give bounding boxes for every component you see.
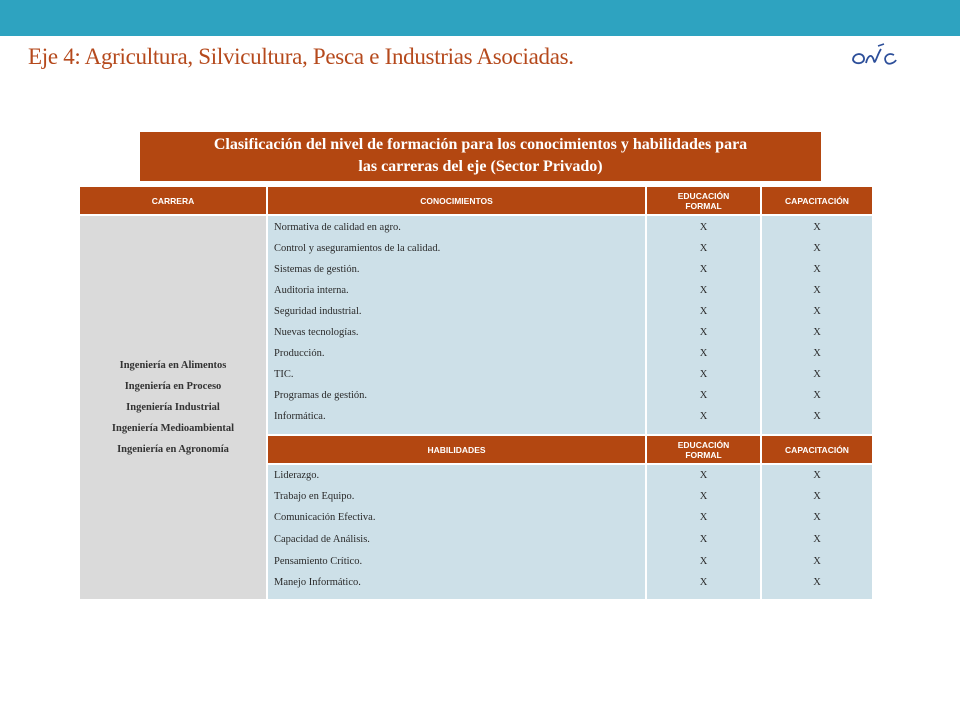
knowledge-item: Seguridad industrial.	[274, 306, 362, 317]
career-item: Ingeniería en Agronomía	[117, 444, 229, 455]
educacion-mark: X	[699, 390, 708, 401]
capacitacion-mark: X	[813, 491, 821, 502]
knowledge-item: Control y aseguramientos de la calidad.	[274, 243, 441, 254]
capacitacion-mark: X	[813, 390, 821, 401]
educacion-mark: X	[699, 470, 708, 481]
knowledge-item: Sistemas de gestión.	[274, 264, 360, 275]
knowledge-items-cell	[268, 216, 645, 434]
classification-table	[80, 187, 872, 599]
skill-item: Liderazgo.	[274, 470, 320, 481]
educacion-mark: X	[699, 411, 708, 422]
page-title: Eje 4: Agricultura, Silvicultura, Pesca e Industrias Asociadas.	[28, 44, 574, 69]
onc-logo-icon	[850, 43, 900, 69]
capacitacion-mark: X	[813, 512, 821, 523]
capacitacion-mark: X	[813, 470, 821, 481]
capacitacion-mark: X	[813, 411, 821, 422]
header-habilidades: HABILIDADES	[268, 436, 645, 463]
knowledge-educacion-cell	[647, 216, 760, 434]
career-item: Ingeniería Medioambiental	[111, 423, 235, 434]
header-educacion-line-1: EDUCACIÓN	[677, 439, 730, 450]
header-educacion-formal-2	[647, 436, 760, 463]
header-carrera: CARRERA	[80, 187, 266, 214]
educacion-mark: X	[699, 369, 708, 380]
capacitacion-mark: X	[813, 534, 821, 545]
header-educacion-line-2: FORMAL	[685, 200, 722, 211]
educacion-mark: X	[699, 556, 708, 567]
educacion-mark: X	[699, 577, 708, 588]
banner-line-1: Clasificación del nivel de formación para los conocimientos y habilidades para	[213, 136, 748, 153]
capacitacion-mark: X	[813, 556, 821, 567]
table-caption-banner	[140, 132, 821, 181]
knowledge-capacitacion-cell	[762, 216, 872, 434]
knowledge-item: Normativa de calidad en agro.	[274, 222, 401, 233]
educacion-mark: X	[699, 534, 708, 545]
skills-educacion-cell	[647, 465, 760, 599]
knowledge-item: Producción.	[274, 348, 325, 359]
skills-items-cell	[268, 465, 645, 599]
capacitacion-mark: X	[813, 285, 821, 296]
educacion-mark: X	[699, 327, 708, 338]
header-conocimientos: CONOCIMIENTOS	[268, 187, 645, 214]
header-capacitacion-1: CAPACITACIÓN	[762, 187, 872, 214]
knowledge-item: Programas de gestión.	[274, 390, 368, 401]
knowledge-item: TIC.	[274, 369, 294, 380]
skills-capacitacion-cell	[762, 465, 872, 599]
capacitacion-mark: X	[813, 327, 821, 338]
knowledge-item: Nuevas tecnologías.	[274, 327, 359, 338]
capacitacion-mark: X	[813, 306, 821, 317]
top-accent-bar	[0, 0, 960, 36]
educacion-mark: X	[699, 285, 708, 296]
header-capacitacion-2: CAPACITACIÓN	[762, 436, 872, 463]
knowledge-item: Auditoria interna.	[274, 285, 349, 296]
capacitacion-mark: X	[813, 369, 821, 380]
educacion-mark: X	[699, 264, 708, 275]
career-item: Ingeniería en Alimentos	[119, 360, 227, 371]
header-educacion-formal-1	[647, 187, 760, 214]
skill-item: Trabajo en Equipo.	[274, 491, 355, 502]
educacion-mark: X	[699, 348, 708, 359]
skill-item: Capacidad de Análisis.	[274, 534, 370, 545]
header-educacion-line-2: FORMAL	[685, 449, 722, 460]
career-item: Ingeniería en Proceso	[124, 381, 222, 392]
capacitacion-mark: X	[813, 264, 821, 275]
educacion-mark: X	[699, 222, 708, 233]
banner-line-2: las carreras del eje (Sector Privado)	[358, 158, 603, 175]
capacitacion-mark: X	[813, 222, 821, 233]
skill-item: Comunicación Efectiva.	[274, 512, 376, 523]
capacitacion-mark: X	[813, 577, 821, 588]
educacion-mark: X	[699, 491, 708, 502]
educacion-mark: X	[699, 306, 708, 317]
knowledge-item: Informática.	[274, 411, 326, 422]
careers-cell	[80, 216, 266, 599]
skill-item: Pensamiento Crítico.	[274, 556, 363, 567]
capacitacion-mark: X	[813, 243, 821, 254]
career-item: Ingeniería Industrial	[126, 402, 220, 413]
educacion-mark: X	[699, 243, 708, 254]
educacion-mark: X	[699, 512, 708, 523]
skill-item: Manejo Informático.	[274, 577, 361, 588]
header-educacion-line-1: EDUCACIÓN	[677, 190, 730, 201]
capacitacion-mark: X	[813, 348, 821, 359]
